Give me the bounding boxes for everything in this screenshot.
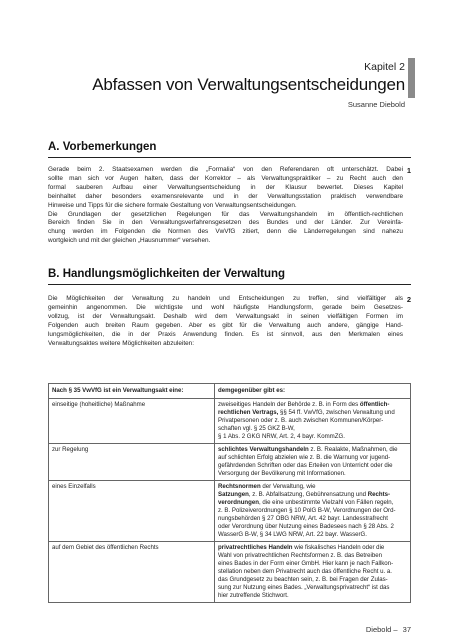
text-segment: oder Verordnung über Nutzung eines Badesees nach § 28 Abs. 2 xyxy=(218,523,394,530)
text-segment: Privatpersonen oder z. B. auch zwischen Kommunen/Körper- xyxy=(218,417,384,424)
chapter-number: Kapitel 2 xyxy=(364,61,405,73)
table-cell-line xyxy=(218,454,407,462)
table-cell-line xyxy=(218,584,407,592)
table-cell-feature: einseitige (hoheitliche) Maßnahme xyxy=(49,399,215,444)
table-cell-alternative xyxy=(215,399,411,444)
text-segment: z. B. Realakte, Maßnahmen, die xyxy=(308,446,398,453)
paragraph-line: vollzug, ist der Verwaltungsakt. Deshalb wird dem Verwaltungsakt in seinen vielfältigen Formen im xyxy=(48,312,403,320)
margin-number-1: 1 xyxy=(406,166,411,175)
text-segment: der Verwaltung, wie xyxy=(260,483,316,490)
section-a-heading: A. Vorbemerkungen xyxy=(48,141,411,158)
table-cell-line xyxy=(218,470,407,478)
comparison-table xyxy=(48,383,411,603)
table-row xyxy=(49,399,411,444)
text-segment: zweiseitiges Handeln der Behörde z. B. in Form des xyxy=(218,401,360,408)
table-cell-line xyxy=(218,417,407,425)
chapter-author: Susanne Diebold xyxy=(347,100,405,109)
paragraph-line: Die Möglichkeiten der Verwaltung zu handeln und Entscheidungen zu treffen, sind vielfältiger als xyxy=(48,295,403,302)
text-segment: schaften vgl. § 25 GKZ B-W, xyxy=(218,425,295,432)
margin-number-2: 2 xyxy=(406,295,411,304)
section-a-paragraph xyxy=(48,166,403,246)
table-header-row xyxy=(49,384,411,399)
bold-term: schlichtes Verwaltungshandeln xyxy=(218,446,309,453)
table-cell-line xyxy=(218,531,407,539)
paragraph-line: sollte man sich vor Augen halten, dass der Korrektor – als Verwaltungspraktiker – zu Recht auch den xyxy=(48,174,403,182)
paragraph-line: Hinweise und Tipps für die sichere formale Gestaltung von Verwaltungsentscheidungen. xyxy=(48,201,297,209)
text-segment: stellation neben dem Privatrecht auch das öffentliche Recht u. a. xyxy=(218,568,393,575)
paragraph-line: lungsmöglichkeiten, die in der Praxis Anwendung finden. Es ist sinnvoll, aus den Merkmalen eines xyxy=(48,330,403,338)
chapter-marker-bar xyxy=(408,58,415,98)
page-number: 37 xyxy=(402,625,411,634)
table-cell-alternative xyxy=(215,444,411,481)
bold-term: rechtlichen Vertrags, xyxy=(218,409,279,416)
table-header-right: demgegenüber gibt es: xyxy=(215,384,411,399)
table-row xyxy=(49,542,411,603)
text-segment: sung zur Nutzung eines Bades. „Verwaltungsprivatrecht“ ist das xyxy=(218,584,390,591)
table-row xyxy=(49,481,411,542)
paragraph-line: formal sauberen Aufbau einer Verwaltungsentscheidung in der Klausur bewertet. Dieses Kapitel xyxy=(48,183,403,191)
table-cell-line xyxy=(218,409,407,417)
section-b-paragraph xyxy=(48,295,403,348)
paragraph-line: chung werden im Folgenden die Normen des VwVfG zitiert, denn die Länderregelungen sind nahezu xyxy=(48,228,403,236)
text-segment: nungsbehörden § 27 OBG NRW, Art. 42 bayr. Landesstrafrecht xyxy=(218,515,388,522)
paragraph-line: Bereich finden Sie in den Verwaltungsverfahrensgesetzen des Bundes und der Länder. Zur Vereinfa- xyxy=(48,219,403,227)
page-footer xyxy=(366,625,411,634)
section-b-heading: B. Handlungsmöglichkeiten der Verwaltung xyxy=(48,268,411,285)
table-cell-line xyxy=(218,576,407,584)
table-cell-line xyxy=(218,499,407,507)
paragraph-line: Folgenden auch breiten Raum gegeben. Aber es gibt für die Verwaltung auch andere, gängige Hand- xyxy=(48,321,403,329)
table-cell-line xyxy=(218,433,407,441)
table-cell-line xyxy=(218,552,407,560)
table-cell-line xyxy=(218,425,407,433)
bold-term: öffentlich- xyxy=(359,401,390,408)
text-segment: das Grundgesetz zu beachten sein, z. B. bei Fragen der Zulas- xyxy=(218,576,388,583)
text-segment: Versorgung der Bevölkerung mit Informationen. xyxy=(218,470,346,477)
table-cell-line xyxy=(218,446,407,454)
chapter-header xyxy=(92,61,405,109)
footer-separator: – xyxy=(393,625,398,634)
table-cell-line xyxy=(218,544,407,552)
table-cell-line xyxy=(218,483,407,491)
chapter-title: Abfassen von Verwaltungsentscheidungen xyxy=(92,75,405,94)
paragraph-line: gemeinhin angenommen. Die wichtigste und wohl häufigste Handlungsform, gerade beim Gesetzes- xyxy=(48,303,403,311)
text-segment: gefährdenden Schriften oder das Erteilen von Unterricht oder die xyxy=(218,462,393,469)
table-header-left: Nach § 35 VwVfG ist ein Verwaltungsakt eine: xyxy=(49,384,215,399)
table-cell-line xyxy=(218,523,407,531)
text-segment: , z. B. Abfallsatzung, Gebührensatzung und xyxy=(248,491,368,498)
paragraph-line: Gerade beim 2. Staatsexamen werden die „Formalia“ von den Referendaren oft unterschätzt. Dabei xyxy=(48,166,403,173)
paragraph-line: wortgleich und mit der gleichen „Hausnummer“ versehen. xyxy=(48,237,211,245)
footer-author: Diebold xyxy=(365,625,392,634)
paragraph-line: Verwaltungsaktes weitere Möglichkeiten abzuleiten: xyxy=(48,339,195,347)
paragraph-line: Die Grundlagen der gesetzlichen Regelungen für das Verwaltungshandeln im öffentlich-rechtlichen xyxy=(48,210,403,218)
text-segment: z. B. Polizeiverordnungen § 10 PolG B-W, Verordnungen der Ord- xyxy=(218,507,396,514)
table-cell-line xyxy=(218,592,407,600)
table-cell-line xyxy=(218,560,407,568)
text-segment: auf schlichten Erfolg abzielen wie z. B. die Warnung vor jugend- xyxy=(218,454,391,461)
bold-term: Rechts- xyxy=(367,491,391,498)
bold-term: Satzungen xyxy=(218,491,249,498)
table-row xyxy=(49,444,411,481)
table-cell-feature: auf dem Gebiet des öffentlichen Rechts xyxy=(49,542,215,603)
text-segment: eines Bades in der Form einer GmbH. Hier kann je nach Fallkon- xyxy=(218,560,394,567)
table-cell-line xyxy=(218,462,407,470)
text-segment: § 1 Abs. 2 GKG NRW, Art. 2, 4 bayr. KommZG. xyxy=(218,433,345,440)
text-segment: Wahl von privatrechtlichen Rechtsformen z. B. das Betreiben xyxy=(218,552,383,559)
table-cell-feature: zur Regelung xyxy=(49,444,215,481)
text-segment: hier zutreffende Stichwort. xyxy=(218,592,289,599)
text-segment: wie fiskalisches Handeln oder die xyxy=(292,544,385,551)
bold-term: verordnungen xyxy=(218,499,259,506)
paragraph-line: beinhaltet daher besonders examensrelevante und in der Verwaltungsstation praktisch verwendbare xyxy=(48,192,403,200)
table-cell-line xyxy=(218,568,407,576)
table-cell-line xyxy=(218,401,407,409)
table-cell-alternative xyxy=(215,481,411,542)
text-segment: §§ 54 ff. VwVfG, zwischen Verwaltung und xyxy=(278,409,395,416)
table-cell-feature: eines Einzelfalls xyxy=(49,481,215,542)
table-cell-line xyxy=(218,491,407,499)
text-segment: WasserG B-W, § 34 LWG NRW, Art. 22 bayr. WasserG. xyxy=(218,531,367,538)
text-segment: , die eine unbestimmte Vielzahl von Fällen regeln, xyxy=(258,499,394,506)
table-cell-line xyxy=(218,507,407,515)
table-cell-alternative xyxy=(215,542,411,603)
table-cell-line xyxy=(218,515,407,523)
bold-term: privatrechtliches Handeln xyxy=(218,544,293,551)
bold-term: Rechtsnormen xyxy=(218,483,261,490)
